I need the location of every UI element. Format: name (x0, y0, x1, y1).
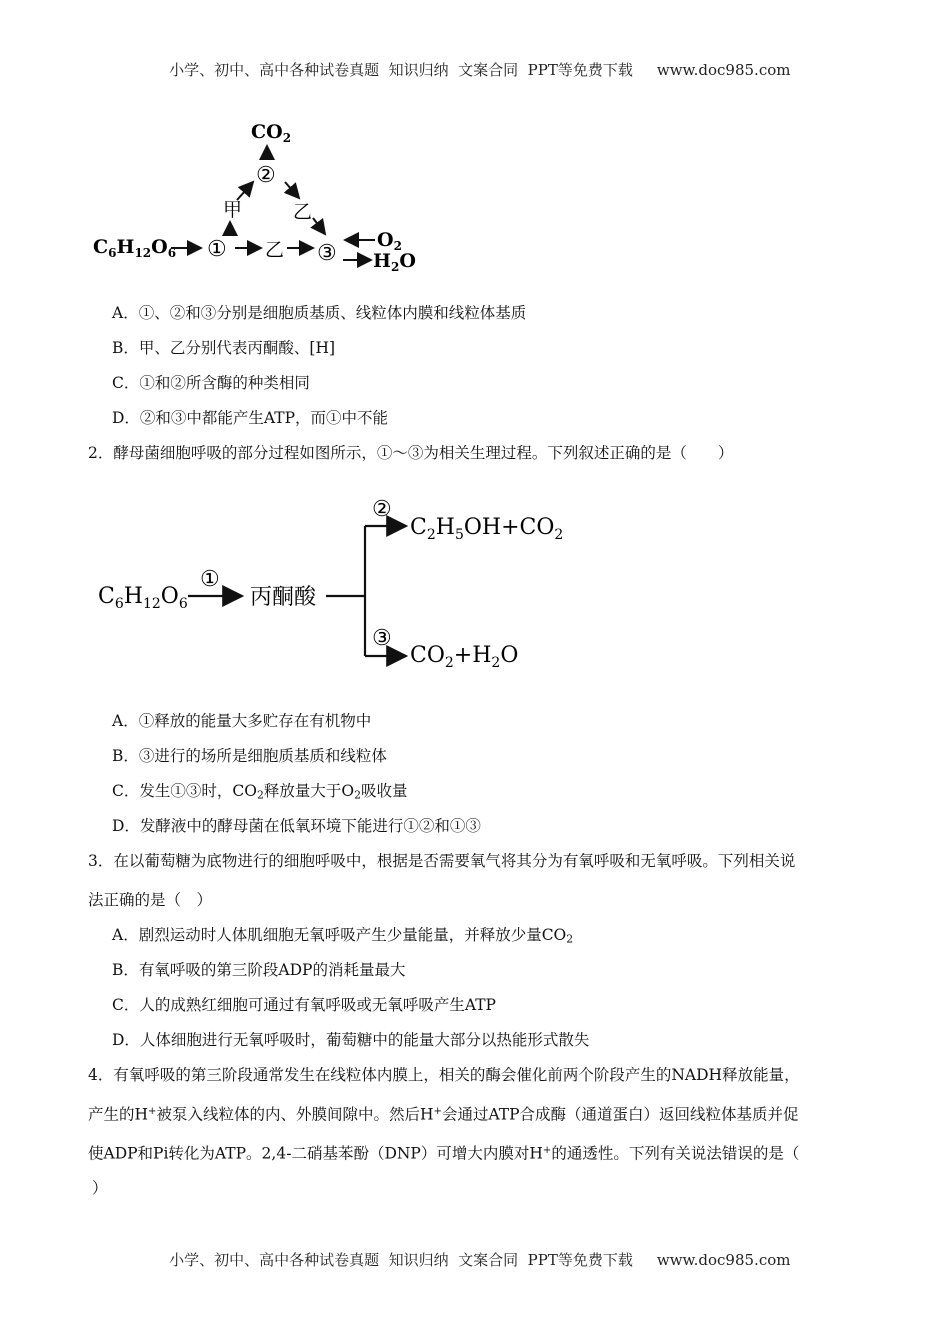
arrow-yi-right (285, 182, 299, 198)
q1-option-c: C．①和②所含酶的种类相同 (112, 374, 310, 392)
q1-option-a: A．①、②和③分别是细胞质基质、线粒体内膜和线粒体基质 (112, 304, 527, 322)
page-header (0, 41, 950, 80)
q3-stem-line-1: 3．在以葡萄糖为底物进行的细胞呼吸中，根据是否需要氧气将其分为有氧呼吸和无氧呼吸。下列相关说 (88, 852, 796, 870)
q3-option-d: D．人体细胞进行无氧呼吸时，葡萄糖中的能量大部分以热能形式散失 (112, 1031, 590, 1049)
header-site-link[interactable]: www.doc985.com (656, 61, 791, 79)
yi-right-label: 乙 (293, 201, 313, 223)
q3-option-a: A．剧烈运动时人体肌细胞无氧呼吸产生少量能量，并释放少量$CO_2$ (112, 926, 574, 946)
jia-label: 甲 (223, 199, 243, 221)
step-2-marker-2: ② (372, 497, 392, 522)
ethanol-product-label: $C_2H_5OH+CO_2$ (410, 515, 564, 543)
q4-stem-line-3: 使ADP和Pi转化为ATP。2,4-二硝基苯酚（DNP）可增大内膜对H+的通透性。下列有关说法错误的是（ (88, 1144, 800, 1163)
q1-option-d: D．②和③中都能产生ATP，而①中不能 (112, 409, 389, 427)
q2-option-d: D．发酵液中的酵母菌在低氧环境下能进行①②和①③ (112, 817, 481, 835)
header-text: 小学、初中、高中各种试卷真题 知识归纳 文案合同 PPT等免费下载 (169, 61, 633, 79)
yeast-respiration-diagram (90, 490, 570, 675)
q2-stem: 2．酵母菌细胞呼吸的部分过程如图所示，①～③为相关生理过程。下列叙述正确的是（ ） (88, 444, 734, 462)
q1-option-b: B．甲、乙分别代表丙酮酸、[H] (112, 339, 336, 357)
q4-stem-line-4: ） (92, 1179, 108, 1197)
step-1-marker: ① (207, 237, 227, 262)
step-2-marker: ② (256, 163, 276, 188)
q4-stem-line-1: 4．有氧呼吸的第三阶段通常发生在线粒体内膜上，相关的酶会催化前两个阶段产生的NADH释放能量， (88, 1066, 800, 1084)
step-1-marker-2: ① (200, 567, 220, 592)
yi-mid-label: 乙 (265, 239, 285, 261)
o2-label: $O_2$ (377, 229, 402, 253)
footer-text: 小学、初中、高中各种试卷真题 知识归纳 文案合同 PPT等免费下载 (169, 1251, 633, 1269)
q3-option-c: C．人的成熟红细胞可通过有氧呼吸或无氧呼吸产生ATP (112, 996, 496, 1014)
glucose-label: $C_6H_{12}O_6$ (93, 236, 177, 260)
footer-site-link[interactable]: www.doc985.com (656, 1251, 791, 1269)
pyruvate-label: 丙酮酸 (250, 585, 317, 610)
q4-stem-line-2: 产生的H+被泵入线粒体的内、外膜间隙中。然后H+会通过ATP合成酶（通道蛋白）返回线粒体基质并促 (88, 1105, 799, 1124)
q3-option-b: B．有氧呼吸的第三阶段ADP的消耗量最大 (112, 961, 406, 979)
aerobic-product-label: $CO_2+H_2O$ (410, 643, 519, 671)
step-3-marker-2: ③ (372, 626, 392, 651)
q2-option-c: C．发生①③时，$CO_2$释放量大于$O_2$吸收量 (112, 782, 408, 802)
step-3-marker: ③ (317, 241, 337, 266)
q3-stem-line-2: 法正确的是（ ） (88, 891, 213, 909)
arrow-jia (237, 182, 253, 200)
q2-option-b: B．③进行的场所是细胞质基质和线粒体 (112, 747, 387, 765)
h2o-label: $H_2O$ (373, 250, 416, 274)
q2-option-a: A．①释放的能量大多贮存在有机物中 (112, 712, 372, 730)
page-footer (0, 1231, 950, 1270)
respiration-diagram-1 (85, 110, 425, 280)
glucose-label-2: $C_6H_{12}O_6$ (98, 584, 188, 612)
arrow-down-3 (313, 218, 325, 234)
co2-label: $CO_2$ (251, 121, 292, 145)
